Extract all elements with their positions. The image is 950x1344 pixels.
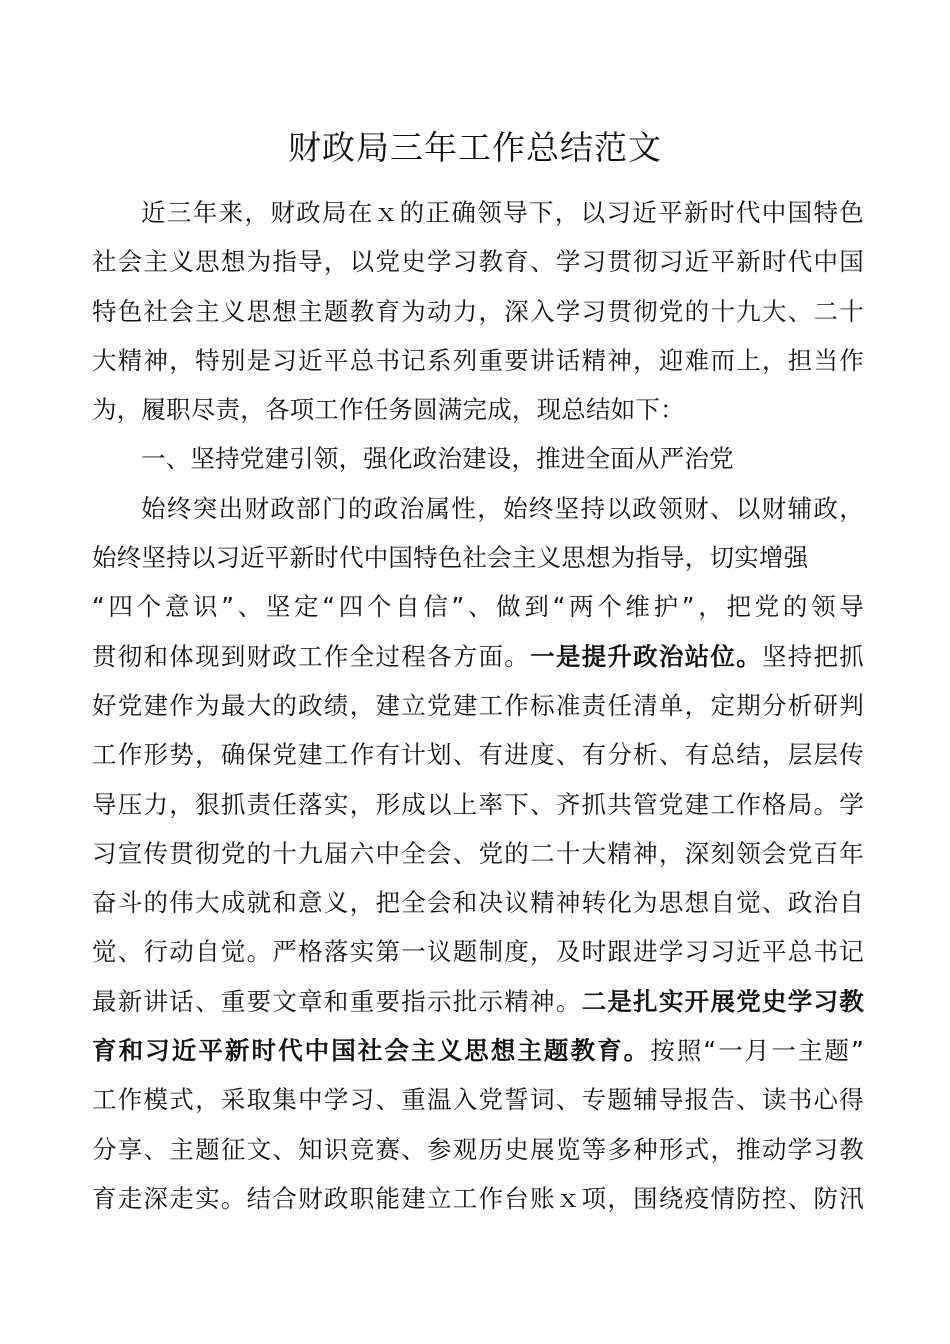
text-line: [92, 336, 864, 385]
text-line: [92, 1075, 864, 1124]
text-segment: 工作形势，确保党建工作有计划、有进度、有分析、有总结，层层传: [92, 740, 864, 770]
text-segment: 特色社会主义思想主题教育为动力，深入学习贯彻党的十九大、二十: [92, 296, 864, 326]
text-segment: 近三年来，财政局在ｘ的正确领导下，以习近平新时代中国特色: [141, 198, 864, 227]
text-segment: “四个意识”、坚定“四个自信”、做到“两个维护”，把党的领导: [92, 592, 864, 622]
text-line: [92, 878, 864, 927]
text-segment: 导压力，狠抓责任落实，形成以上率下、齐抓共管党建工作格局。学: [92, 789, 864, 819]
text-line: [92, 730, 864, 779]
text-line: [92, 927, 864, 976]
document-body: [92, 188, 864, 1223]
text-line: [92, 829, 864, 878]
text-line: [92, 977, 864, 1026]
text-segment: 为，履职尽责，各项工作任务圆满完成，现总结如下：: [92, 395, 685, 425]
text-segment: 育走深走实。结合财政职能建立工作台账ｘ项，围绕疫情防控、防汛: [92, 1183, 864, 1213]
text-line: [92, 780, 864, 829]
text-segment: 大精神，特别是习近平总书记系列重要讲话精神，迎难而上，担当作: [92, 345, 864, 375]
text-segment: 觉、行动自觉。严格落实第一议题制度，及时跟进学习习近平总书记: [92, 937, 864, 967]
bold-text-segment: 一是提升政治站位。: [530, 641, 762, 671]
text-line: [92, 533, 864, 582]
text-line: [92, 632, 864, 681]
document-title: 财政局三年工作总结范文: [288, 128, 662, 167]
text-segment: 始终坚持以习近平新时代中国特色社会主义思想为指导，切实增强: [92, 543, 809, 573]
text-line: [92, 385, 864, 434]
text-line: [92, 434, 864, 483]
text-line: [92, 188, 864, 237]
text-line: [92, 484, 864, 533]
text-segment: 分享、主题征文、知识竞赛、参观历史展览等多种形式，推动学习教: [92, 1134, 864, 1164]
text-line: [92, 681, 864, 730]
text-line: [92, 1174, 864, 1223]
text-segment: 始终突出财政部门的政治属性，始终坚持以政领财、以财辅政，: [141, 493, 864, 523]
text-segment: 奋斗的伟大成就和意义，把全会和决议精神转化为思想自觉、政治自: [92, 888, 864, 918]
text-line: [92, 287, 864, 336]
text-segment: 习宣传贯彻党的十九届六中全会、党的二十大精神，深刻领会党百年: [92, 838, 864, 868]
bold-text-segment: 育和习近平新时代中国社会主义思想主题教育。: [92, 1036, 651, 1066]
text-line: [92, 1125, 864, 1174]
text-line: [92, 582, 864, 631]
text-line: [92, 1026, 864, 1075]
text-segment: 好党建作为最大的政绩，建立党建工作标准责任清单，定期分析研判: [92, 690, 864, 720]
bold-text-segment: 二是扎实开展党史学习教: [581, 986, 864, 1016]
text-segment: 按照“一月一主题”: [650, 1036, 864, 1066]
text-segment: 最新讲话、重要文章和重要指示批示精神。: [92, 986, 582, 1016]
text-segment: 一、坚持党建引领，强化政治建设，推进全面从严治党: [141, 444, 734, 474]
text-segment: 坚持把抓: [761, 641, 864, 671]
text-segment: 工作模式，采取集中学习、重温入党誓词、专题辅导报告、读书心得: [92, 1085, 864, 1115]
text-segment: 社会主义思想为指导，以党史学习教育、学习贯彻习近平新时代中国: [92, 247, 864, 277]
text-line: [92, 237, 864, 286]
text-segment: 贯彻和体现到财政工作全过程各方面。: [92, 641, 531, 671]
